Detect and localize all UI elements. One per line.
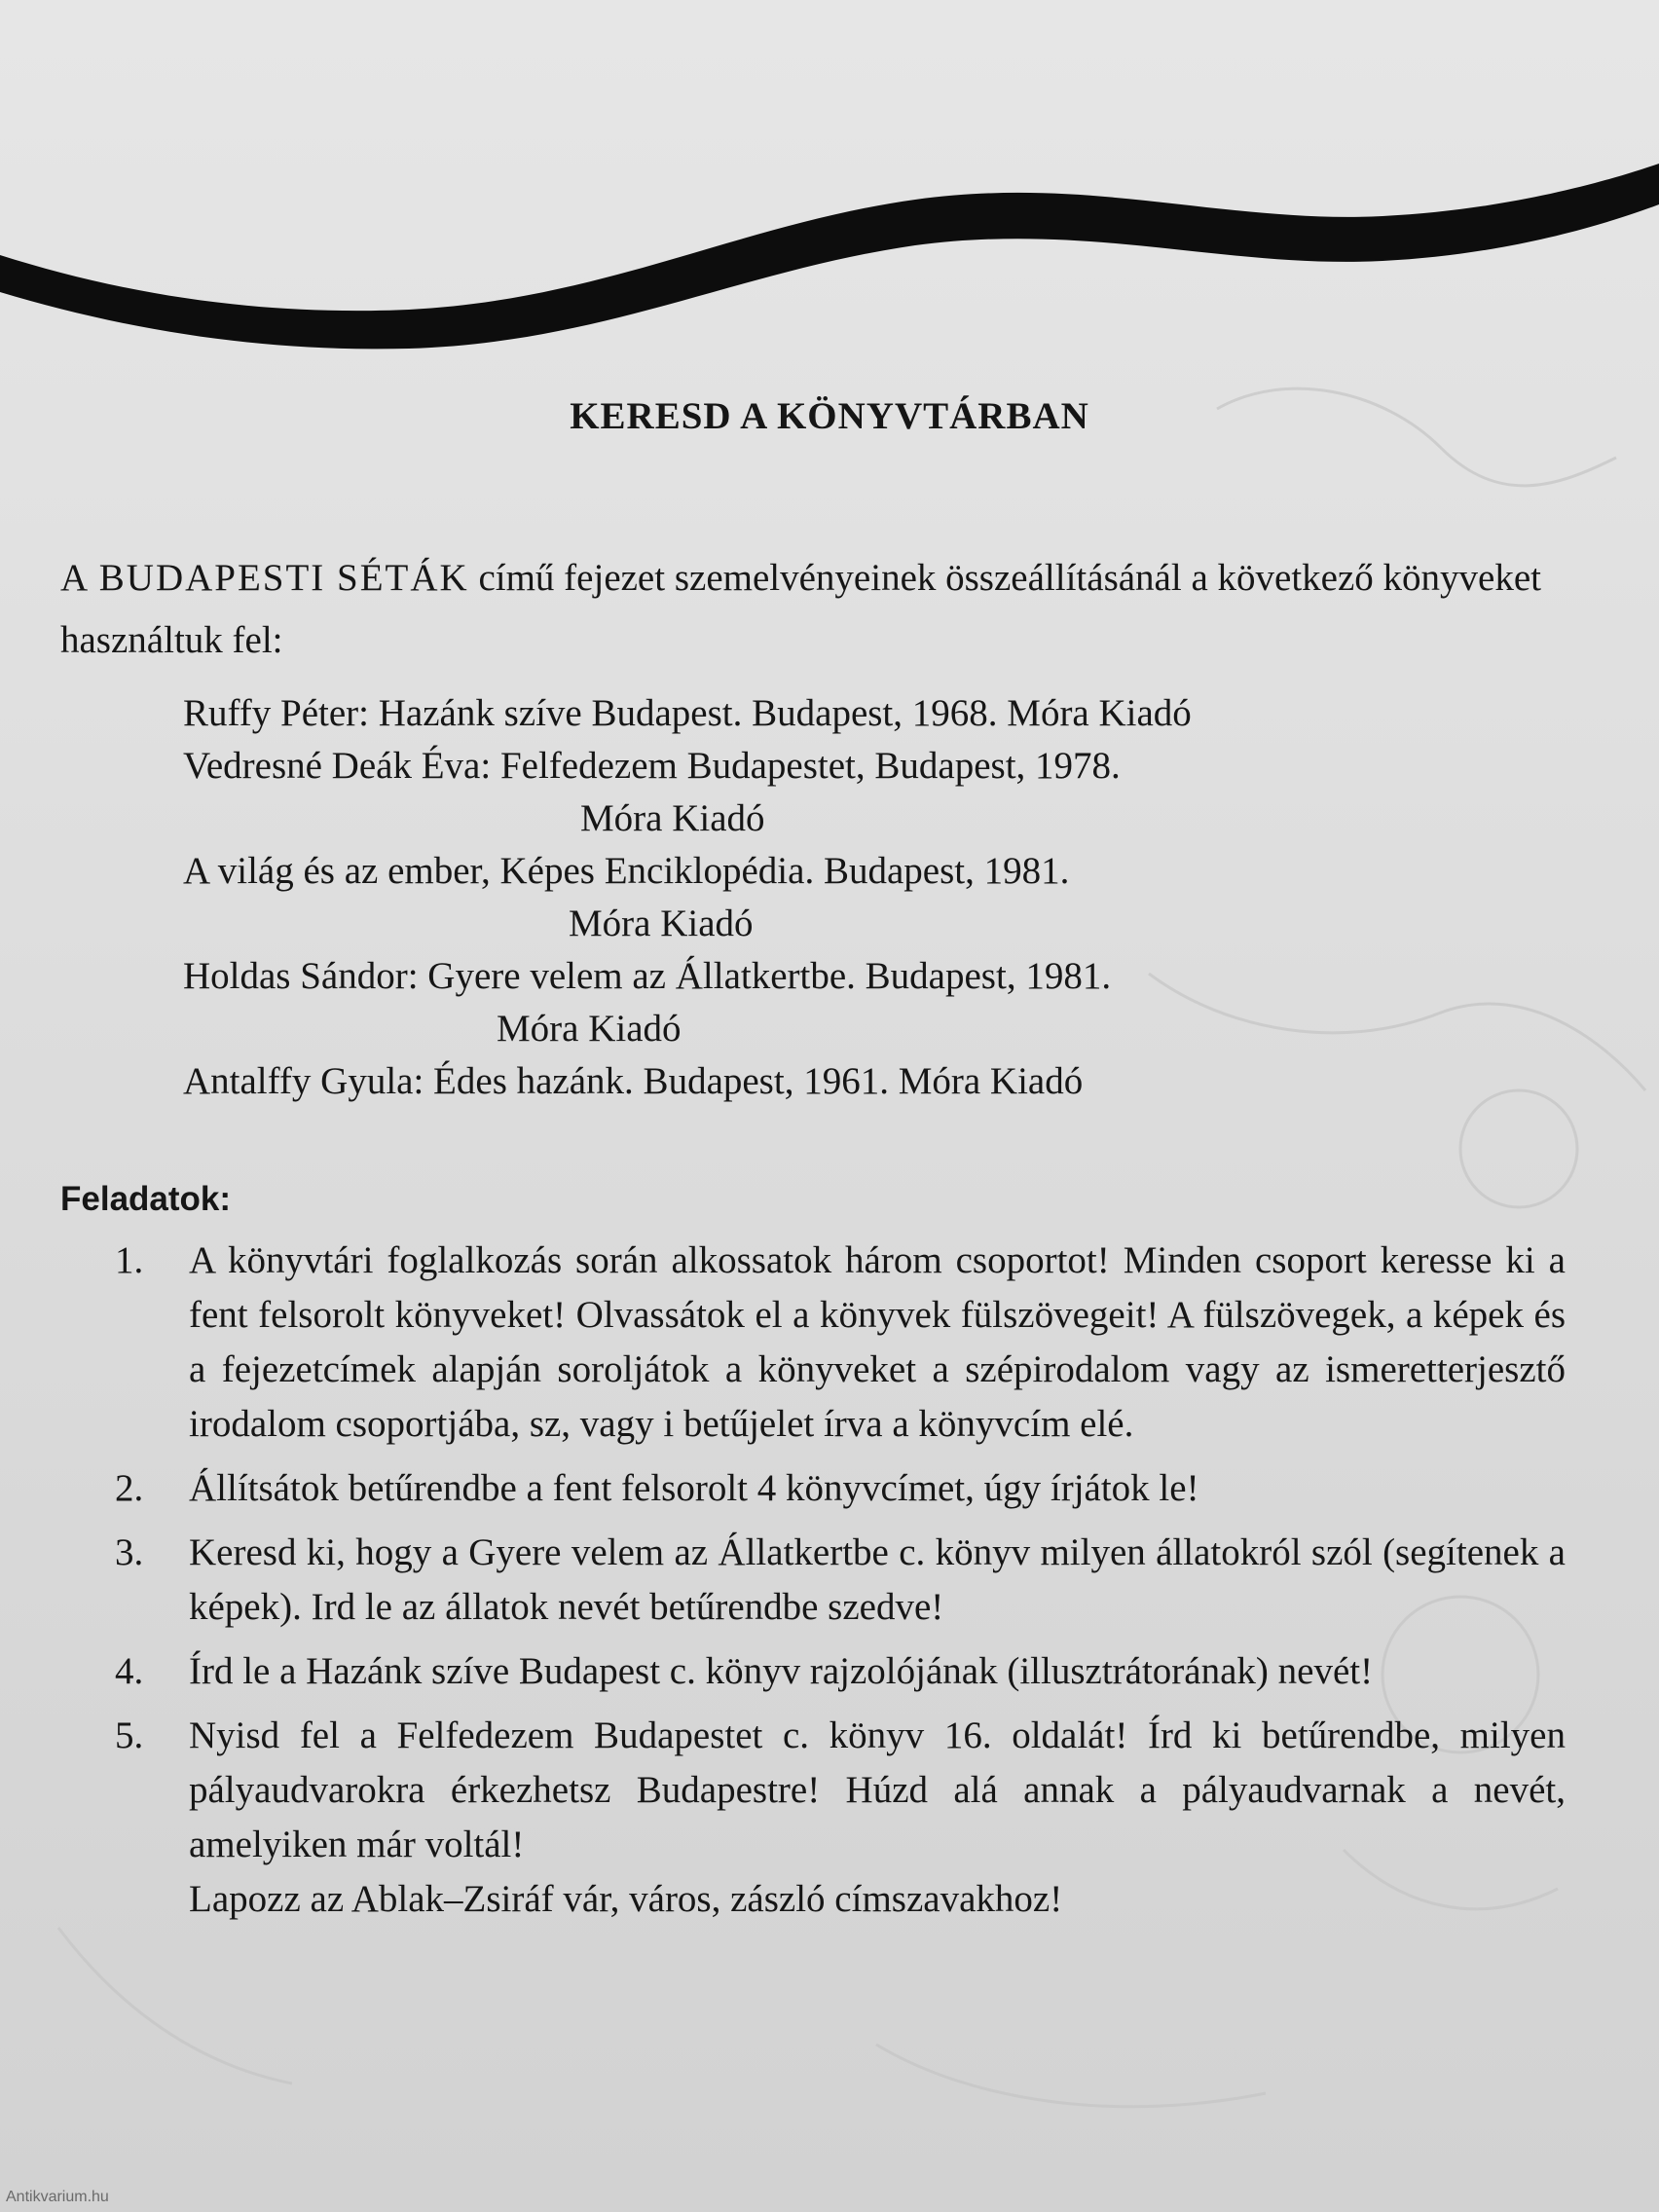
- reference-publisher: Móra Kiadó: [497, 1008, 682, 1050]
- task-text: Keresd ki, hogy a Gyere velem az Állatkertbe c. könyv milyen állatokról szól (segítenek a képek). Ird le az állatok nevét betűrendbe szedve!: [189, 1531, 1566, 1628]
- reference-text: Vedresné Deák Éva: Felfedezem Budapestet, Budapest, 1978.: [183, 745, 1121, 787]
- task-text: Nyisd fel a Felfedezem Budapestet c. könyv 16. oldalát! Írd ki betűrendbe, milyen pályaudvarokra érkezhetsz Budapestre! Húzd alá annak a pályaudvarnak a nevét, amelyiken már voltál!: [189, 1714, 1566, 1865]
- chapter-name: A BUDAPESTI SÉTÁK: [60, 557, 469, 599]
- task-list: [115, 1234, 1566, 1936]
- reference-item: [183, 845, 1192, 950]
- intro-text: című fejezet szemelvényeinek összeállításánál a következő könyveket használtuk fel:: [60, 557, 1541, 661]
- task-number: 3.: [115, 1531, 144, 1573]
- reference-text: Antalffy Gyula: Édes hazánk. Budapest, 1961. Móra Kiadó: [183, 1060, 1084, 1102]
- reference-text: Ruffy Péter: Hazánk szíve Budapest. Budapest, 1968. Móra Kiadó: [183, 692, 1192, 734]
- task-item: [115, 1461, 1566, 1516]
- task-number: 2.: [115, 1467, 144, 1509]
- reference-text: Holdas Sándor: Gyere velem az Állatkertbe. Budapest, 1981.: [183, 955, 1112, 997]
- reference-text: A világ és az ember, Képes Enciklopédia. Budapest, 1981.: [183, 850, 1070, 892]
- intro-paragraph: [60, 547, 1560, 672]
- task-number: 1.: [115, 1239, 144, 1281]
- watermark: Antikvarium.hu: [6, 2189, 109, 2205]
- reference-item: [183, 687, 1192, 740]
- decorative-wave: [0, 0, 1659, 350]
- reference-item: [183, 950, 1192, 1055]
- task-text: Írd le a Hazánk szíve Budapest c. könyv rajzolójának (illusztrátorának) nevét!: [189, 1650, 1374, 1692]
- task-item: [115, 1644, 1566, 1699]
- reference-item: [183, 740, 1192, 845]
- task-item: [115, 1526, 1566, 1635]
- task-number: 5.: [115, 1714, 144, 1756]
- task-item: [115, 1234, 1566, 1452]
- task-item: [115, 1709, 1566, 1927]
- reference-item: [183, 1055, 1192, 1108]
- reference-publisher: Móra Kiadó: [580, 797, 765, 839]
- reference-publisher: Móra Kiadó: [569, 903, 754, 944]
- page-title: KERESD A KÖNYVTÁRBAN: [570, 395, 1089, 437]
- tasks-heading: Feladatok:: [60, 1180, 232, 1218]
- task-number: 4.: [115, 1650, 144, 1692]
- reference-list: [183, 687, 1192, 1108]
- task-text: Állítsátok betűrendbe a fent felsorolt 4 könyvcímet, úgy írjátok le!: [189, 1467, 1199, 1509]
- task-text: A könyvtári foglalkozás során alkossatok három csoportot! Minden csoport keresse ki a fent felsorolt könyveket! Olvassátok el a könyvek fülszövegeit! A fülszövegek, a képek és a fejezetcímek alapján soroljátok a könyveket a szépirodalom vagy az ismeretterjesztő irodalom csoportjába, sz, vagy i betűjelet írva a könyvcím elé.: [189, 1239, 1566, 1445]
- task-extra-line: Lapozz az Ablak–Zsiráf vár, város, zászló címszavakhoz!: [189, 1878, 1063, 1920]
